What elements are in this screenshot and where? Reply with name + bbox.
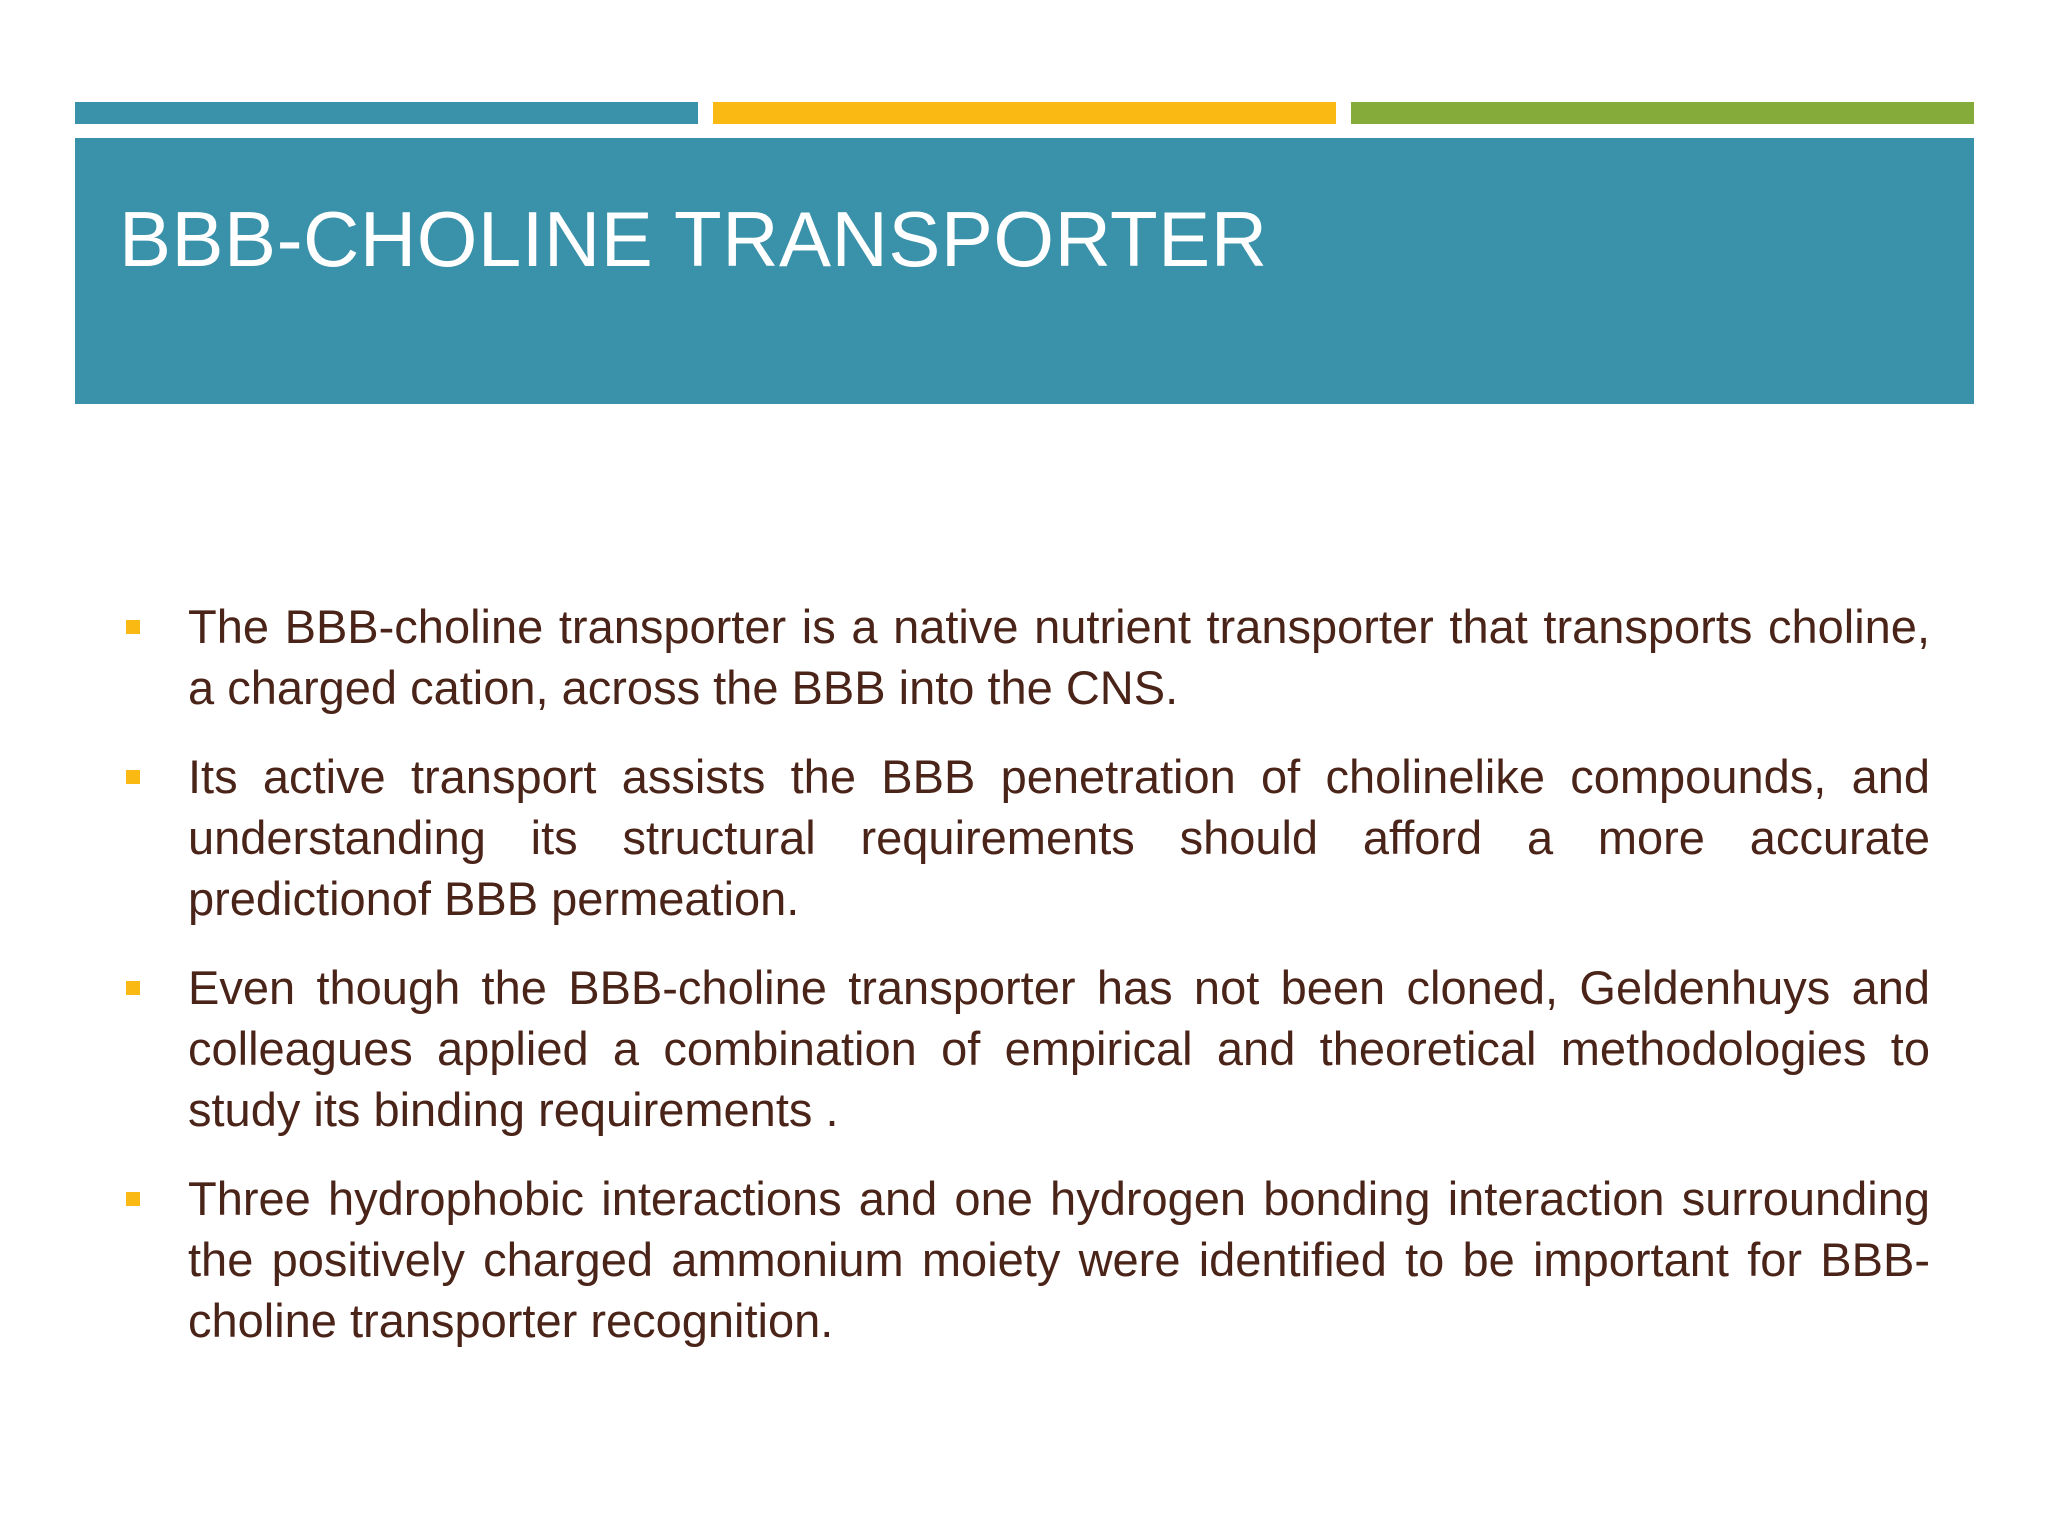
title-band [75,138,1974,404]
square-bullet-icon [126,770,140,784]
square-bullet-icon [126,620,140,634]
slide-title: BBB-CHOLINE TRANSPORTER [119,195,1268,283]
bullet-item [120,957,1930,1140]
bullet-text: Three hydrophobic interactions and one hydrogen bonding interaction surrounding the positively charged ammonium moiety were identified to be important for BBB-choline transporter recognition. [188,1172,1930,1347]
accent-bar-green [1351,102,1974,124]
accent-bar-gold [713,102,1336,124]
bullet-text: Its active transport assists the BBB penetration of cholinelike compounds, and understanding its structural requirements should afford a more accurate predictionof BBB permeation. [188,750,1930,925]
bullet-item [120,746,1930,929]
accent-bar-teal [75,102,698,124]
slide-body [120,596,1930,1379]
bullet-item [120,1168,1930,1351]
bullet-text: The BBB-choline transporter is a native nutrient transporter that transports choline, a charged cation, across the BBB into the CNS. [188,600,1930,714]
square-bullet-icon [126,981,140,995]
square-bullet-icon [126,1192,140,1206]
bullet-item [120,596,1930,718]
bullet-list [120,596,1930,1351]
bullet-text: Even though the BBB-choline transporter has not been cloned, Geldenhuys and colleagues applied a combination of empirical and theoretical methodologies to study its binding requirements . [188,961,1930,1136]
